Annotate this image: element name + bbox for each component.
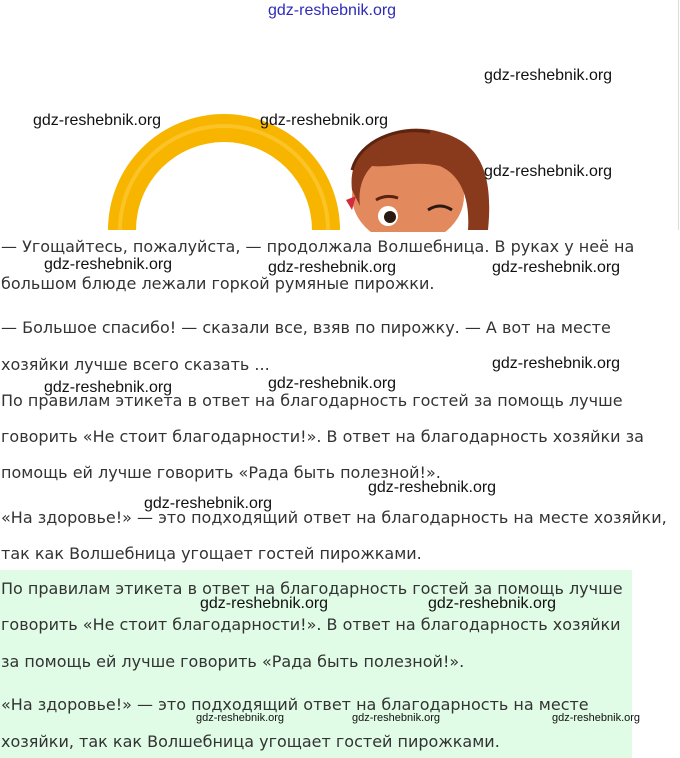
watermark: gdz-reshebnik.org bbox=[492, 355, 621, 372]
watermark: gdz-reshebnik.org bbox=[200, 595, 329, 612]
watermark: gdz-reshebnik.org bbox=[428, 595, 557, 612]
highlight-line-1: По правилам этикета в ответ на благодарность гостей за помощь лучше bbox=[1, 579, 623, 598]
watermark: gdz-reshebnik.org bbox=[144, 495, 273, 512]
watermark: gdz-reshebnik.org bbox=[33, 112, 162, 129]
answer-line-4: «На здоровье!» — это подходящий ответ на благодарность на месте хозяйки, bbox=[1, 508, 667, 527]
highlight-line-5: хозяйки, так как Волшебница угощает гостей пирожками. bbox=[1, 732, 500, 751]
yellow-arc bbox=[108, 114, 340, 230]
watermark: gdz-reshebnik.org bbox=[352, 712, 441, 724]
watermark: gdz-reshebnik.org bbox=[44, 256, 173, 273]
watermark: gdz-reshebnik.org bbox=[552, 712, 641, 724]
watermark: gdz-reshebnik.org bbox=[268, 259, 397, 276]
watermark: gdz-reshebnik.org bbox=[260, 112, 389, 129]
story-line-3: — Большое спасибо! — сказали все, взяв по пирожку. — А вот на месте bbox=[1, 318, 611, 337]
highlight-line-2: говорить «Не стоит благодарности!». В ответ на благодарность хозяйки bbox=[1, 615, 621, 634]
answer-line-1: По правилам этикета в ответ на благодарность гостей за помощь лучше bbox=[1, 391, 623, 410]
story-line-2: большом блюде лежали горкой румяные пирожки. bbox=[1, 274, 435, 293]
character-head bbox=[346, 129, 489, 232]
watermark-top-link[interactable]: gdz-reshebnik.org bbox=[268, 2, 397, 19]
watermark: gdz-reshebnik.org bbox=[268, 375, 397, 392]
highlight-line-3: за помощь ей лучше говорить «Рада быть полезной!». bbox=[1, 652, 465, 671]
story-line-4: хозяйки лучше всего сказать ... bbox=[1, 355, 270, 374]
watermark: gdz-reshebnik.org bbox=[368, 479, 497, 496]
watermark: gdz-reshebnik.org bbox=[196, 712, 285, 724]
answer-line-3: помощь ей лучше говорить «Рада быть полезной!». bbox=[1, 463, 441, 482]
answer-line-5: так как Волшебница угощает гостей пирожками. bbox=[1, 544, 422, 563]
story-line-1: — Угощайтесь, пожалуйста, — продолжала Волшебница. В руках у неё на bbox=[1, 237, 635, 256]
answer-line-2: говорить «Не стоит благодарности!». В ответ на благодарность хозяйки за bbox=[1, 427, 644, 446]
highlight-line-4: «На здоровье!» — это подходящий ответ на благодарность на месте bbox=[1, 695, 589, 714]
watermark: gdz-reshebnik.org bbox=[484, 67, 613, 84]
watermark: gdz-reshebnik.org bbox=[492, 259, 621, 276]
watermark: gdz-reshebnik.org bbox=[44, 379, 173, 396]
watermark: gdz-reshebnik.org bbox=[484, 163, 613, 180]
